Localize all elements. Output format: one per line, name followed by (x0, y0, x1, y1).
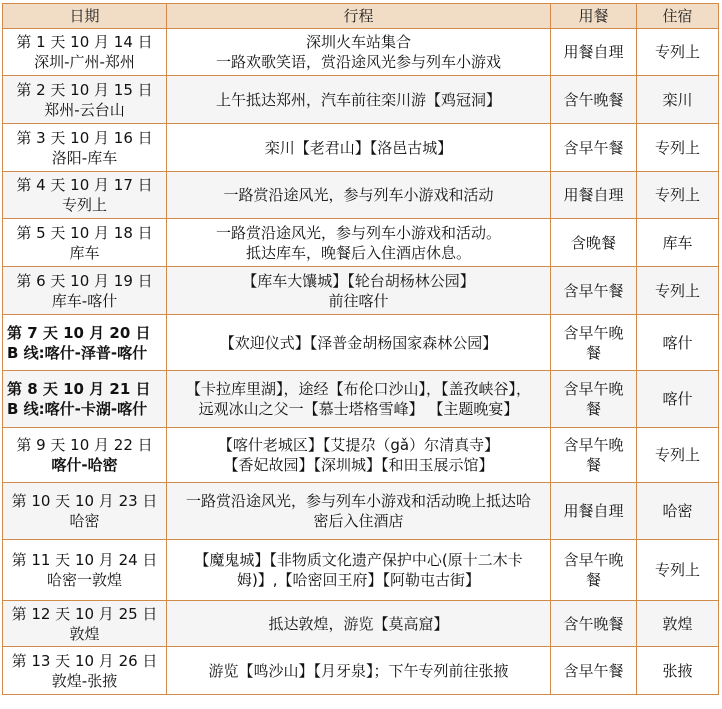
program-cell (167, 315, 551, 371)
table-row (3, 315, 719, 371)
stay-cell: 库车 (637, 219, 719, 267)
day-label: 第 2 天 10 月 15 日 (16, 80, 153, 99)
route-label: B 线:喀什-卡湖-喀什 (7, 400, 148, 418)
date-cell (3, 315, 167, 371)
route-label: 库车 (69, 243, 100, 262)
table-row (3, 483, 719, 540)
date-cell (3, 483, 167, 540)
stay-cell: 专列上 (637, 124, 719, 172)
route-label: 哈密一敦煌 (46, 571, 122, 589)
date-cell (3, 647, 167, 695)
header-program: 行程 (167, 4, 551, 29)
meal-line: 餐 (585, 400, 601, 418)
table-row (3, 601, 719, 647)
program-line: 深圳火车站集合 (305, 33, 411, 51)
meal-line: 用餐自理 (563, 186, 624, 204)
table-row (3, 428, 719, 483)
day-label: 第 6 天 10 月 19 日 (16, 271, 153, 290)
header-meal: 用餐 (551, 4, 637, 29)
day-label: 第 13 天 10 月 26 日 (11, 651, 158, 670)
meal-cell (551, 76, 637, 124)
table-row (3, 29, 719, 76)
program-line: 前往喀什 (328, 291, 389, 310)
program-line: 游览【鸣沙山】【月牙泉】；下午专列前往张掖 (208, 661, 509, 680)
route-label: 敦煌 (69, 624, 100, 643)
program-line: 上午抵达郑州，汽车前往栾川游【鸡冠洞】 (215, 90, 501, 109)
meal-line: 含早午餐 (563, 138, 624, 157)
itinerary-body (3, 29, 719, 695)
meal-cell (551, 601, 637, 647)
meal-cell (551, 172, 637, 219)
program-line: 【库车大馕城】【轮台胡杨林公园】 (242, 271, 475, 290)
route-label: 郑州-云台山 (44, 100, 125, 119)
program-line: 密后入住酒店 (313, 512, 404, 530)
program-line: 栾川【老君山】【洛邑古城】 (264, 138, 453, 157)
date-cell (3, 76, 167, 124)
meal-line: 用餐自理 (563, 43, 624, 61)
route-label: 库车-喀什 (51, 291, 118, 310)
program-line: 抵达敦煌，游览【莫高窟】 (268, 614, 449, 633)
program-cell (167, 540, 551, 601)
program-cell (167, 267, 551, 315)
date-cell (3, 428, 167, 483)
program-line: 【欢迎仪式】【泽普金胡杨国家森林公园】 (219, 333, 498, 352)
program-cell (167, 219, 551, 267)
program-line: 【魔鬼城】【非物质文化遗产保护中心(原十二木卡 (194, 551, 523, 569)
stay-cell: 专列上 (637, 29, 719, 76)
program-line: 【香妃故园】【深圳城】【和田玉展示馆】 (223, 456, 494, 474)
meal-line: 含早午晚 (563, 323, 624, 342)
meal-line: 含早午餐 (563, 281, 624, 300)
route-label: 专列上 (61, 196, 107, 214)
meal-line: 餐 (585, 456, 601, 474)
date-cell (3, 124, 167, 172)
meal-cell (551, 428, 637, 483)
meal-cell (551, 124, 637, 172)
table-row (3, 172, 719, 219)
program-cell (167, 29, 551, 76)
meal-line: 含午晚餐 (563, 90, 624, 109)
day-label: 第 8 天 10 月 21 日 (7, 380, 151, 398)
stay-cell: 敦煌 (637, 601, 719, 647)
table-row (3, 540, 719, 601)
route-label: 哈密 (69, 512, 100, 530)
day-label: 第 9 天 10 月 22 日 (16, 436, 153, 454)
date-cell (3, 219, 167, 267)
program-line: 一路赏沿途风光，参与列车小游戏和活动晚上抵达哈 (185, 492, 531, 510)
meal-cell (551, 371, 637, 428)
meal-line: 含晚餐 (570, 233, 616, 252)
header-date: 日期 (3, 4, 167, 29)
program-line: 一路赏沿途风光，参与列车小游戏和活动。 (215, 223, 501, 242)
meal-cell (551, 29, 637, 76)
meal-cell (551, 267, 637, 315)
program-line: 【喀什老城区】【艾提尕（gǎ）尔清真寺】 (217, 436, 500, 454)
meal-cell (551, 315, 637, 371)
day-label: 第 7 天 10 月 20 日 (7, 323, 151, 342)
meal-cell (551, 483, 637, 540)
date-cell (3, 29, 167, 76)
meal-line: 用餐自理 (563, 502, 624, 520)
meal-line: 含早午晚 (563, 380, 624, 398)
route-label: 洛阳-库车 (51, 148, 118, 167)
date-cell (3, 267, 167, 315)
day-label: 第 3 天 10 月 16 日 (16, 128, 153, 147)
table-row (3, 219, 719, 267)
program-cell (167, 371, 551, 428)
day-label: 第 5 天 10 月 18 日 (16, 223, 153, 242)
meal-cell (551, 647, 637, 695)
date-cell (3, 172, 167, 219)
table-row (3, 647, 719, 695)
day-label: 第 4 天 10 月 17 日 (16, 176, 153, 194)
day-label: 第 10 天 10 月 23 日 (11, 492, 158, 510)
date-cell (3, 540, 167, 601)
program-cell (167, 428, 551, 483)
date-cell (3, 371, 167, 428)
header-stay: 住宿 (637, 4, 719, 29)
program-cell (167, 647, 551, 695)
day-label: 第 12 天 10 月 25 日 (11, 604, 158, 623)
meal-line: 含午晚餐 (563, 614, 624, 633)
route-label: 深圳-广州-郑州 (34, 53, 135, 71)
program-line: 姆)】,【哈密回王府】【阿勒屯古街】 (236, 571, 481, 589)
stay-cell: 专列上 (637, 267, 719, 315)
meal-line: 含早午晚 (563, 436, 624, 454)
program-line: 远观冰山之父一【慕士塔格雪峰】 【主题晚宴】 (198, 400, 519, 418)
program-cell (167, 172, 551, 219)
program-line: 一路赏沿途风光，参与列车小游戏和活动 (223, 186, 494, 204)
program-line: 一路欢歌笑语，赏沿途风光参与列车小游戏 (215, 53, 501, 71)
table-row (3, 124, 719, 172)
program-cell (167, 76, 551, 124)
route-label: B 线:喀什-泽普-喀什 (7, 343, 148, 362)
stay-cell: 专列上 (637, 428, 719, 483)
meal-cell (551, 540, 637, 601)
meal-line: 餐 (585, 571, 601, 589)
meal-line: 含早午餐 (563, 661, 624, 680)
date-cell (3, 601, 167, 647)
program-cell (167, 483, 551, 540)
stay-cell: 栾川 (637, 76, 719, 124)
program-line: 【卡拉库里湖】，途经【布伦口沙山】，【盖孜峡谷】， (185, 380, 531, 398)
stay-cell: 专列上 (637, 172, 719, 219)
stay-cell: 喀什 (637, 371, 719, 428)
header-row (3, 4, 719, 29)
meal-line: 含早午晚 (563, 551, 624, 569)
day-label: 第 11 天 10 月 24 日 (11, 551, 158, 569)
table-row (3, 267, 719, 315)
itinerary-table (2, 3, 719, 695)
route-label: 敦煌-张掖 (51, 671, 118, 690)
program-cell (167, 601, 551, 647)
meal-line: 餐 (585, 343, 601, 362)
stay-cell: 专列上 (637, 540, 719, 601)
route-label: 喀什-哈密 (51, 456, 118, 474)
program-line: 抵达库车，晚餐后入住酒店休息。 (245, 243, 471, 262)
stay-cell: 哈密 (637, 483, 719, 540)
meal-cell (551, 219, 637, 267)
program-cell (167, 124, 551, 172)
day-label: 第 1 天 10 月 14 日 (16, 33, 153, 51)
stay-cell: 张掖 (637, 647, 719, 695)
table-row (3, 371, 719, 428)
table-row (3, 76, 719, 124)
stay-cell: 喀什 (637, 315, 719, 371)
